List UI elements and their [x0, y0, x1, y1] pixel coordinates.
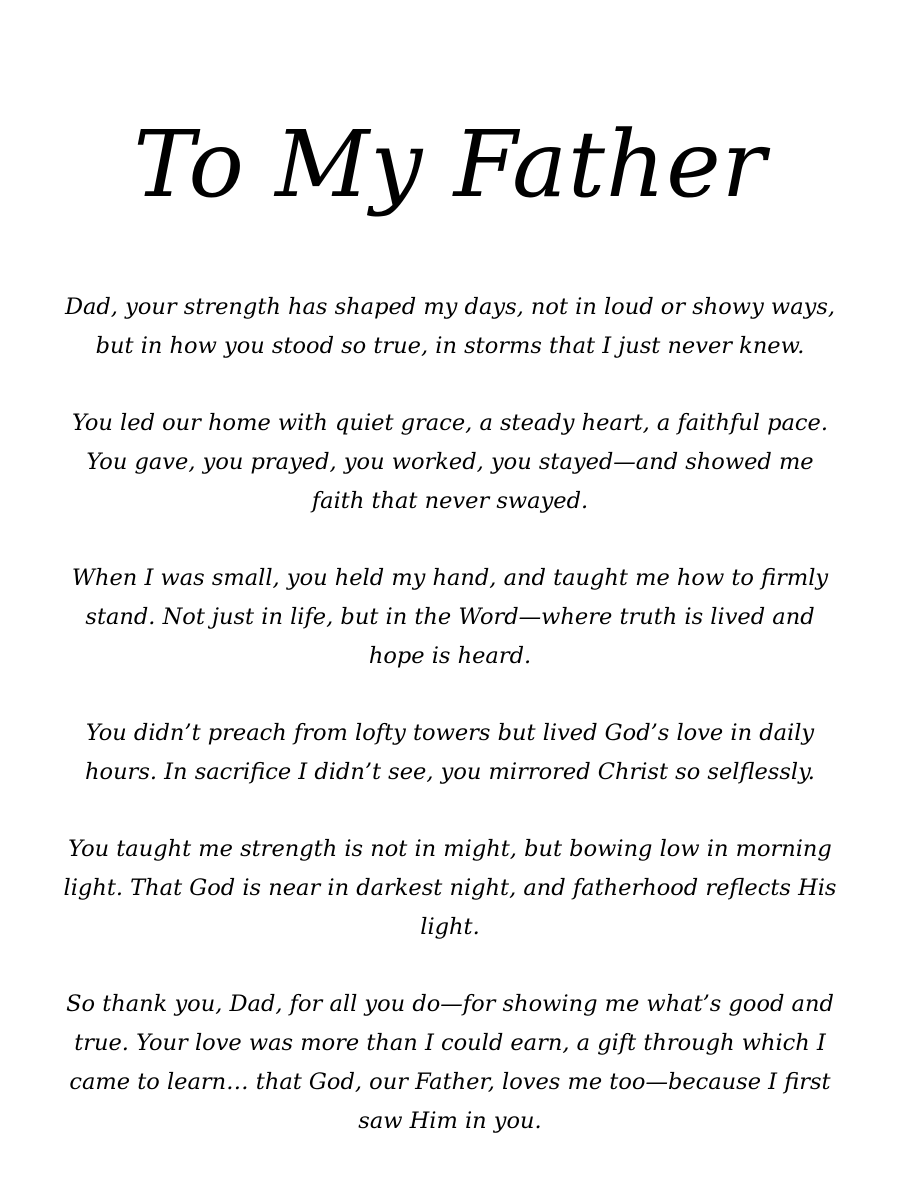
poem-body [62, 288, 838, 1179]
page-title: To My Father [133, 111, 767, 218]
stanza-4: You didn’t preach from lofty towers but lived God’s love in daily hours. In sacrifice I didn’t see, you mirrored Christ so selflessly. [85, 720, 815, 785]
stanza-5: You taught me strength is not in might, but bowing low in morning light. That God is near in darkest night, and fatherhood reflects His light. [63, 836, 837, 940]
stanza-3: When I was small, you held my hand, and taught me how to firmly stand. Not just in life, but in the Word—where truth is lived and hope is heard. [71, 565, 829, 669]
stanza-1: Dad, your strength has shaped my days, not in loud or showy ways, but in how you stood so true, in storms that I just never knew. [64, 294, 836, 359]
stanza-2: You led our home with quiet grace, a steady heart, a faithful pace. You gave, you prayed, you worked, you stayed—and showed me faith that never swayed. [71, 410, 829, 514]
stanza-6: So thank you, Dad, for all you do—for showing me what’s good and true. Your love was more than I could earn, a gift through which I came to learn… that God, our Father, loves me too—because I first saw Him in you. [66, 991, 834, 1134]
